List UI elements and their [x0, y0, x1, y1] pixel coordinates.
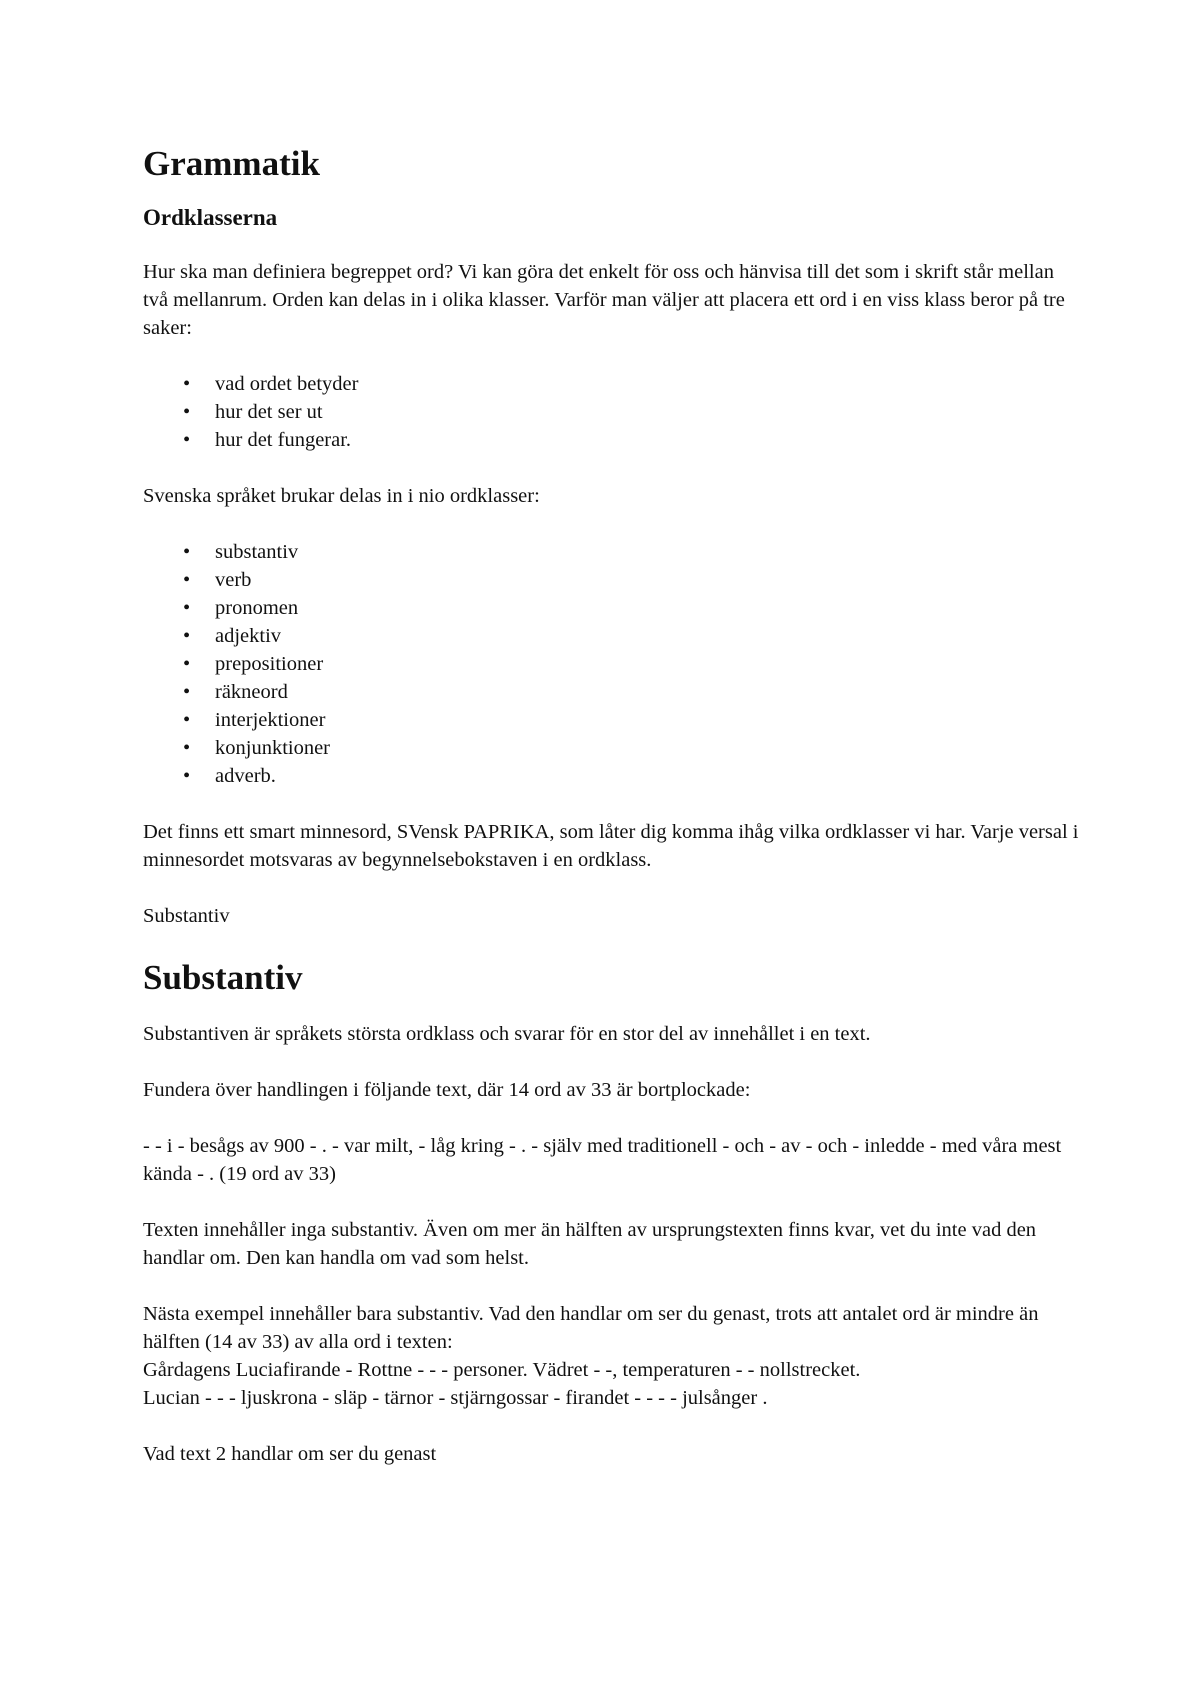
list-item: • interjektioner — [143, 706, 1083, 734]
list-item: • vad ordet betyder — [143, 370, 1083, 398]
list-item: • prepositioner — [143, 650, 1083, 678]
section-paragraph: Texten innehåller inga substantiv. Även om mer än hälften av ursprungstexten finns kvar, vet du inte vad den handlar om. Den kan handla om vad som helst. — [143, 1219, 1037, 1269]
list-item: • adjektiv — [143, 622, 1083, 650]
list-item: • pronomen — [143, 594, 1083, 622]
document-page — [143, 128, 1083, 1496]
section-subheading: Ordklasserna — [143, 205, 278, 230]
bullet-icon: • — [183, 597, 191, 619]
bullet-icon: • — [183, 653, 191, 675]
bullet-icon: • — [183, 541, 191, 563]
mnemonic-paragraph: Det finns ett smart minnesord, SVensk PAPRIKA, som låter dig komma ihåg vilka ordklasser vi har. Varje versal i minnesordet motsvaras av begynnelsebokstaven i en ordklass. — [143, 821, 1079, 871]
bullet-icon: • — [183, 709, 191, 731]
example-text-without-nouns: - - i - besågs av 900 - . - var milt, - låg kring - . - själv med traditionell - och - av - och - inledde - med våra mest kända - . (19 ord av 33) — [143, 1135, 1062, 1185]
criteria-list — [143, 370, 1083, 454]
bullet-icon: • — [183, 429, 191, 451]
list-item: • hur det fungerar. — [143, 426, 1083, 454]
list-item: • räkneord — [143, 678, 1083, 706]
example-text-nouns-line: Lucian - - - ljuskrona - släp - tärnor - stjärngossar - firandet - - - - julsånger . — [143, 1387, 768, 1409]
word-class-intro: Svenska språket brukar delas in i nio ordklasser: — [143, 485, 540, 507]
list-item: • hur det ser ut — [143, 398, 1083, 426]
substantiv-link[interactable]: Substantiv — [143, 905, 230, 927]
bullet-icon: • — [183, 737, 191, 759]
list-item: • adverb. — [143, 762, 1083, 790]
page-title: Grammatik — [143, 144, 320, 183]
bullet-icon: • — [183, 373, 191, 395]
section-paragraph: Nästa exempel innehåller bara substantiv. Vad den handlar om ser du genast, trots att antalet ord är mindre än hälften (14 av 33) av alla ord i texten: — [143, 1303, 1039, 1353]
bullet-icon: • — [183, 625, 191, 647]
section-paragraph: Vad text 2 handlar om ser du genast — [143, 1443, 437, 1465]
section-title: Substantiv — [143, 958, 303, 997]
section-paragraph: Fundera över handlingen i följande text, där 14 ord av 33 är bortplockade: — [143, 1079, 751, 1101]
bullet-icon: • — [183, 681, 191, 703]
bullet-icon: • — [183, 569, 191, 591]
intro-paragraph: Hur ska man definiera begreppet ord? Vi kan göra det enkelt för oss och hänvisa till det som i skrift står mellan två mellanrum. Orden kan delas in i olika klasser. Varför man väljer att placera ett ord i en viss klass beror på tre saker: — [143, 261, 1065, 339]
list-item: • verb — [143, 566, 1083, 594]
list-item: • substantiv — [143, 538, 1083, 566]
bullet-icon: • — [183, 401, 191, 423]
bullet-icon: • — [183, 765, 191, 787]
section-paragraph: Substantiven är språkets största ordklass och svarar för en stor del av innehållet i en text. — [143, 1023, 871, 1045]
example-text-nouns-line: Gårdagens Luciafirande - Rottne - - - personer. Vädret - -, temperaturen - - nollstrecket. — [143, 1359, 861, 1381]
word-class-list — [143, 538, 1083, 790]
list-item: • konjunktioner — [143, 734, 1083, 762]
